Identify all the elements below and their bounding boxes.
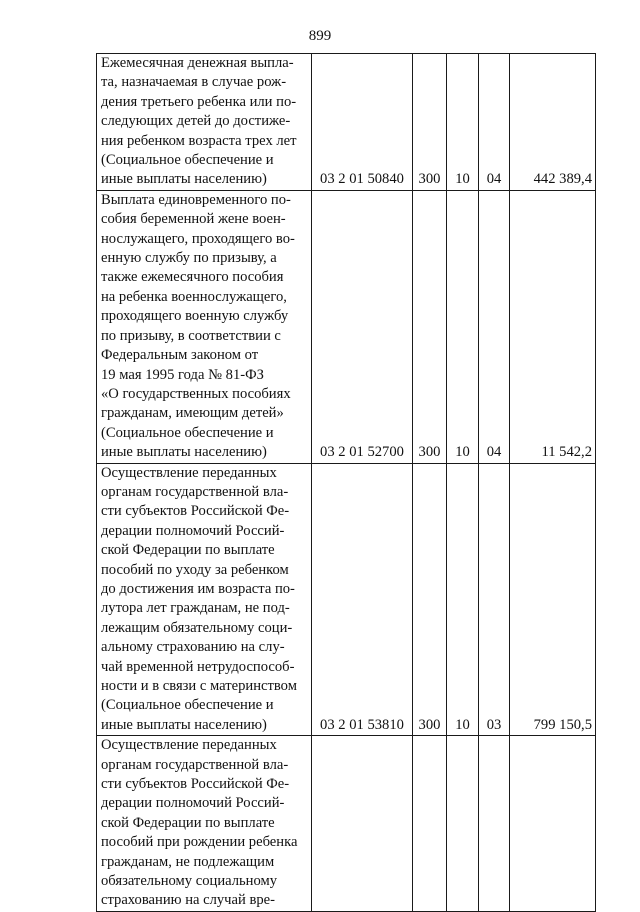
- expense-name-line: Ежемесячная денежная выпла-: [101, 55, 294, 71]
- target-article-code-cell: [312, 736, 413, 912]
- expense-name-line: Федеральным законом от: [101, 347, 259, 364]
- expense-name-line: органам государственной вла-: [101, 756, 289, 773]
- expense-name-line: Выплата единовременного по-: [101, 191, 291, 208]
- expense-name-line: лутора лет гражданам, не под-: [101, 600, 290, 617]
- expense-name-line: ния ребенком возраста трех лет: [101, 132, 297, 149]
- expense-name-line: 19 мая 1995 года № 81-ФЗ: [101, 366, 264, 383]
- expense-name-line: пособий при рождении ребенка: [101, 834, 298, 851]
- expense-name-line: та, назначаемая в случае рож-: [101, 74, 287, 91]
- expense-name-line: проходящего военную службу: [101, 308, 289, 325]
- expense-name-cell: [97, 463, 312, 736]
- section-cell: 10: [447, 190, 479, 463]
- amount-cell: 442 389,4: [510, 54, 596, 191]
- expense-name-line: иные выплаты населению): [101, 444, 267, 461]
- subsection-cell: 03: [479, 463, 510, 736]
- expense-name-line: сти субъектов Российской Фе-: [101, 776, 290, 793]
- expense-name-line: дерации полномочий Россий-: [101, 522, 285, 539]
- expense-name-line: до достижения им возраста по-: [101, 580, 295, 597]
- expense-name-line: (Социальное обеспечение и: [101, 424, 274, 441]
- budget-table: [96, 53, 596, 912]
- expense-name-line: собия беременной жене воен-: [101, 211, 286, 228]
- expense-name-line: альному страхованию на слу-: [101, 639, 285, 656]
- table-row: [97, 736, 596, 912]
- subsection-cell: [479, 736, 510, 912]
- expense-name-line: «О государственных пособиях: [101, 385, 291, 402]
- section-cell: [447, 736, 479, 912]
- target-article-code-cell: 03 2 01 50840: [312, 54, 413, 191]
- expense-name-line: ской Федерации по выплате: [101, 542, 275, 559]
- expense-name-line: гражданам, имеющим детей»: [101, 405, 284, 422]
- expense-name-line: гражданам, не подлежащим: [101, 853, 275, 870]
- expense-name-cell: [97, 190, 312, 463]
- expense-name-line: обязательному социальному: [101, 873, 278, 890]
- expense-name-line: дерации полномочий Россий-: [101, 795, 285, 812]
- expense-type-cell: [413, 736, 447, 912]
- table-row: [97, 54, 596, 191]
- expense-name-line: ской Федерации по выплате: [101, 814, 275, 831]
- expense-name-cell: [97, 736, 312, 912]
- expense-name-line: органам государственной вла-: [101, 483, 289, 500]
- expense-name-line: лежащим обязательному соци-: [101, 619, 293, 636]
- expense-name-line: следующих детей до достиже-: [101, 113, 291, 130]
- page-number: 899: [308, 28, 332, 44]
- expense-name-line: (Социальное обеспечение и: [101, 697, 274, 714]
- expense-name-line: ности и в связи с материнством: [101, 678, 297, 694]
- expense-name-line: нослужащего, проходящего во-: [101, 230, 295, 247]
- amount-cell: 11 542,2: [510, 190, 596, 463]
- expense-name-line: дения третьего ребенка или по-: [101, 93, 297, 110]
- expense-name-line: страхованию на случай вре-: [101, 892, 275, 909]
- expense-name-line: енную службу по призыву, а: [101, 250, 277, 267]
- expense-type-cell: 300: [413, 463, 447, 736]
- expense-name-line: по призыву, в соответствии с: [101, 327, 281, 344]
- expense-name-line: (Социальное обеспечение и: [101, 152, 274, 169]
- subsection-cell: 04: [479, 190, 510, 463]
- expense-type-cell: 300: [413, 190, 447, 463]
- expense-name-line: также ежемесячного пособия: [101, 269, 284, 286]
- expense-type-cell: 300: [413, 54, 447, 191]
- amount-cell: 799 150,5: [510, 463, 596, 736]
- table-row: [97, 190, 596, 463]
- expense-name-line: сти субъектов Российской Фе-: [101, 503, 290, 520]
- section-cell: 10: [447, 54, 479, 191]
- section-cell: 10: [447, 463, 479, 736]
- target-article-code-cell: 03 2 01 53810: [312, 463, 413, 736]
- amount-cell: [510, 736, 596, 912]
- expense-name-line: иные выплаты населению): [101, 716, 267, 733]
- expense-name-line: пособий по уходу за ребенком: [101, 561, 289, 578]
- expense-name-line: на ребенка военнослужащего,: [101, 288, 287, 305]
- expense-name-line: иные выплаты населению): [101, 171, 267, 188]
- subsection-cell: 04: [479, 54, 510, 191]
- expense-name-line: Осуществление переданных: [101, 737, 277, 754]
- expense-name-line: Осуществление переданных: [101, 464, 277, 481]
- budget-table-body: [97, 54, 596, 912]
- expense-name-line: чай временной нетрудоспособ-: [101, 658, 295, 675]
- table-row: [97, 463, 596, 736]
- expense-name-cell: [97, 54, 312, 191]
- target-article-code-cell: 03 2 01 52700: [312, 190, 413, 463]
